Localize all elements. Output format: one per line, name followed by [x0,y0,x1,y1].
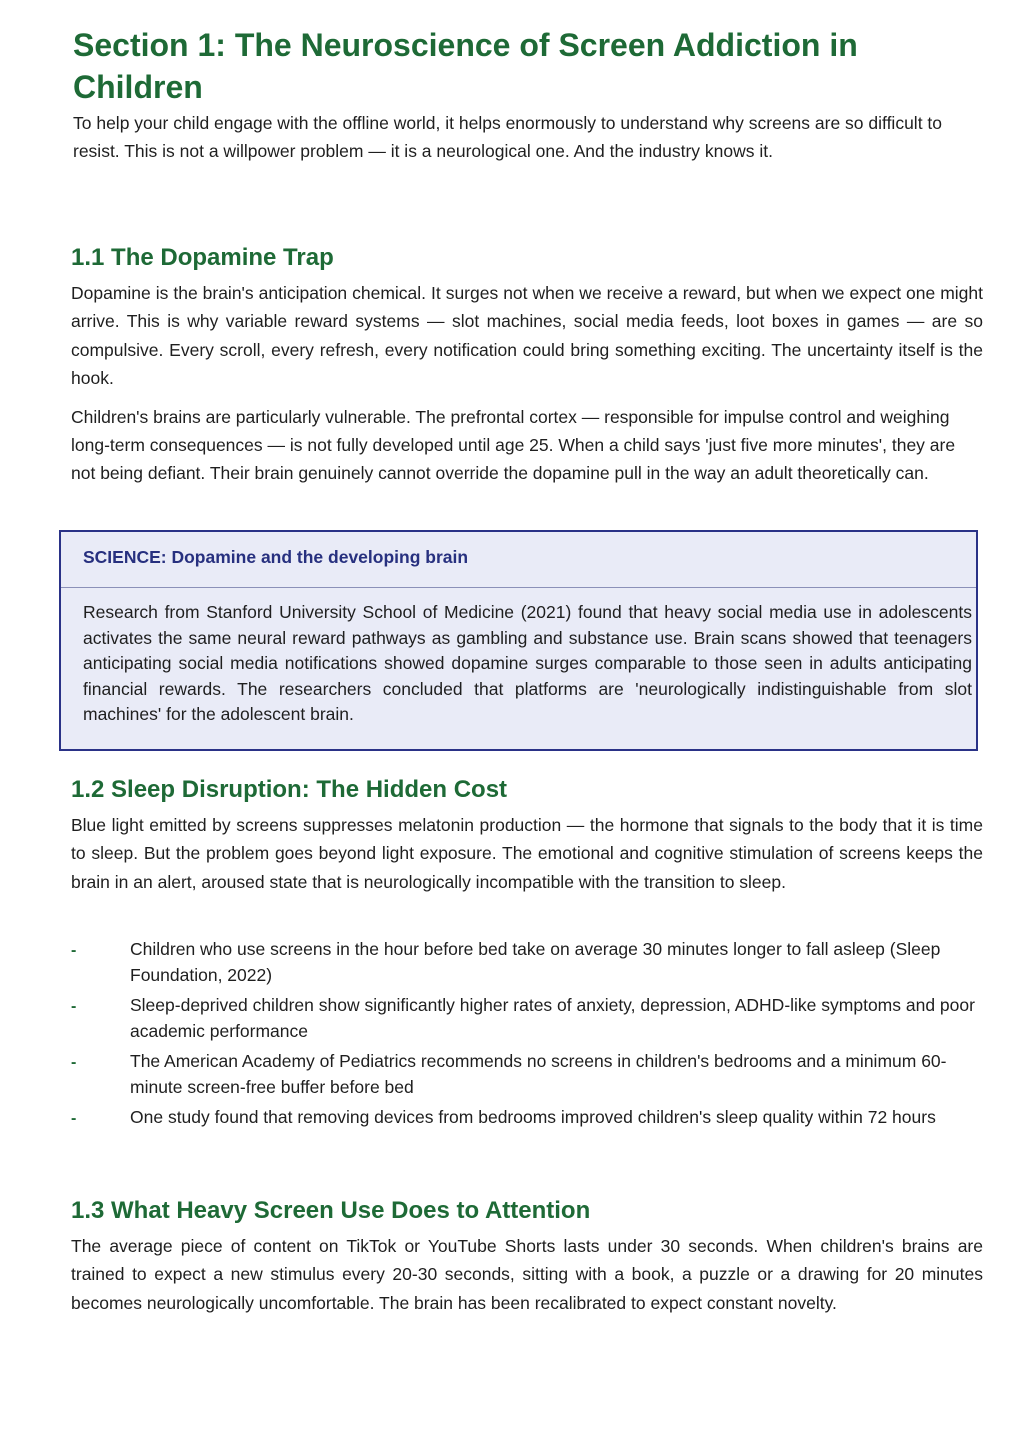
callout-divider [61,587,976,588]
paragraph-attention: The average piece of content on TikTok or YouTube Shorts lasts under 30 seconds. When children's brains are trained to expect a new stimulus every 20-30 seconds, sitting with a book, a puzzle or a drawing for 20 minutes becomes neurologically uncomfortable. The brain has been recalibrated to expect constant novelty. [71,1236,983,1313]
section-title: Section 1: The Neuroscience of Screen Addiction in Children [73,27,858,105]
science-callout-title: SCIENCE: Dopamine and the developing brain [83,547,469,567]
bullet-dash: - [71,942,77,959]
heading-attention: 1.3 What Heavy Screen Use Does to Attention [71,1197,591,1224]
paragraph-sleep: Blue light emitted by screens suppresses melatonin production — the hormone that signals to the body that it is time to sleep. But the problem goes beyond light exposure. The emotional and cognitive stimulation of screens keeps the brain in an alert, aroused state that is neurologically incompatible with the transition to sleep. [71,815,983,892]
bullet-dash: - [71,1110,77,1127]
sleep-bullet-list [71,936,983,1134]
list-item [71,936,975,988]
bullet-dash: - [71,998,77,1015]
list-item-text: The American Academy of Pediatrics recommends no screens in children's bedrooms and a minimum 60-minute screen-free buffer before bed [130,1051,947,1097]
list-item [71,1048,975,1100]
science-callout-box [59,530,978,751]
bullet-dash: - [71,1054,77,1071]
paragraph-dopamine-2: Children's brains are particularly vulnerable. The prefrontal cortex — responsible for impulse control and weighing long-term consequences — is not fully developed until age 25. When a child says 'just five more minutes', they are not being defiant. Their brain genuinely cannot override the dopamine pull in the way an adult theoretically can. [71,407,956,483]
list-item-text: Sleep-deprived children show significantly higher rates of anxiety, depression, ADHD-like symptoms and poor academic performance [130,995,975,1041]
list-item [71,992,975,1044]
heading-dopamine-trap: 1.1 The Dopamine Trap [71,244,334,271]
heading-sleep-disruption: 1.2 Sleep Disruption: The Hidden Cost [71,776,508,803]
list-item-text: One study found that removing devices from bedrooms improved children's sleep quality within 72 hours [130,1107,936,1127]
science-callout-text: Research from Stanford University School of Medicine (2021) found that heavy social media use in adolescents activates the same neural reward pathways as gambling and substance use. Brain scans showed that teenagers anticipating social media notifications showed dopamine surges comparable to those seen in adults anticipating financial rewards. The researchers concluded that platforms are 'neurologically indistinguishable from slot machines' for the adolescent brain. [83,602,972,725]
section-intro: To help your child engage with the offline world, it helps enormously to understand why screens are so difficult to resist. This is not a willpower problem — it is a neurological one. And the industry knows it. [73,113,943,161]
paragraph-dopamine-1: Dopamine is the brain's anticipation chemical. It surges not when we receive a reward, but when we expect one might arrive. This is why variable reward systems — slot machines, social media feeds, loot boxes in games — are so compulsive. Every scroll, every refresh, every notification could bring something exciting. The uncertainty itself is the hook. [71,283,983,389]
list-item [71,1104,975,1130]
list-item-text: Children who use screens in the hour before bed take on average 30 minutes longer to fall asleep (Sleep Foundation, 2022) [130,939,941,985]
